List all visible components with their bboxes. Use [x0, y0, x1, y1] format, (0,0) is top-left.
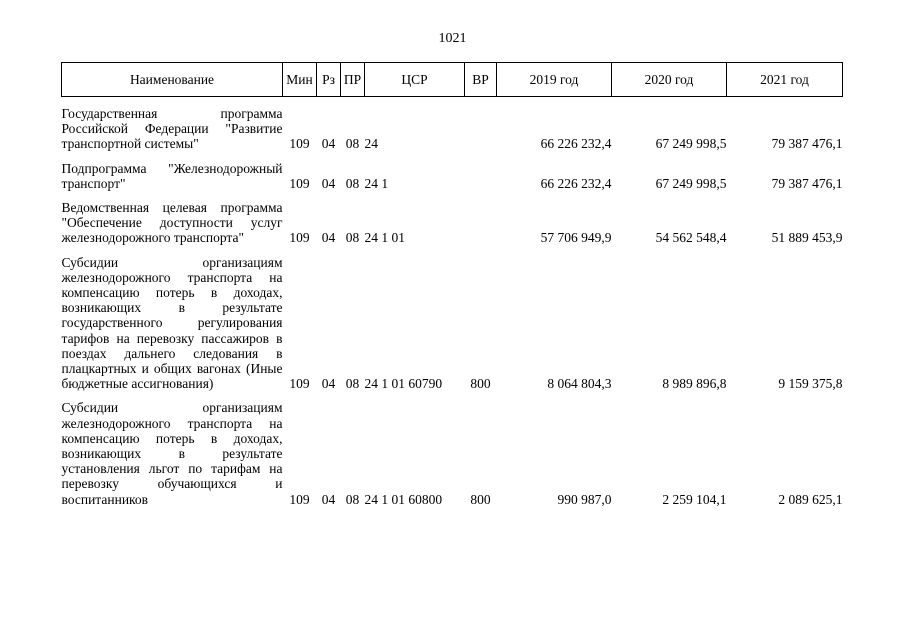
row-2020: 67 249 998,5: [655, 175, 727, 191]
table-row: [62, 200, 843, 246]
row-2019: 57 706 949,9: [540, 230, 612, 246]
row-csr: 24 1 01 60790: [364, 376, 443, 392]
header-2019: 2019 год: [497, 63, 612, 97]
row-pr: 08: [345, 491, 360, 507]
row-2021: 9 159 375,8: [778, 376, 843, 392]
row-vr: [465, 106, 497, 152]
page-number: 1021: [438, 31, 467, 46]
table-row: [62, 400, 843, 506]
row-rz: 04: [321, 376, 336, 392]
row-rz: 04: [321, 175, 336, 191]
row-min: 109: [289, 230, 310, 246]
header-2021: 2021 год: [727, 63, 843, 97]
row-csr: 24: [364, 136, 378, 152]
row-rz: 04: [321, 230, 336, 246]
row-name: Подпрограмма "Железнодорожный транспорт": [61, 160, 283, 191]
header-vr: ВР: [465, 63, 497, 97]
header-pr: ПР: [341, 63, 365, 97]
row-2019: 66 226 232,4: [540, 136, 612, 152]
row-min: 109: [289, 136, 310, 152]
row-min: 109: [289, 175, 310, 191]
row-2019: 66 226 232,4: [540, 175, 612, 191]
row-2019: 8 064 804,3: [547, 376, 612, 392]
row-pr: 08: [345, 230, 360, 246]
row-2020: 2 259 104,1: [662, 491, 727, 507]
table-row: [62, 161, 843, 191]
row-vr: 800: [470, 491, 491, 507]
row-2019: 990 987,0: [557, 491, 612, 507]
row-name: Ведомственная целевая программа "Обеспечение доступности услуг железнодорожного транспорта": [61, 200, 283, 246]
header-rz: Рз: [317, 63, 341, 97]
table-row: [62, 106, 843, 152]
row-vr: [465, 200, 497, 246]
header-min: Мин: [283, 63, 317, 97]
row-2020: 54 562 548,4: [655, 230, 727, 246]
row-csr: 24 1 01: [364, 230, 405, 246]
row-rz: 04: [321, 136, 336, 152]
row-name: Субсидии организациям железнодорожного транспорта на компенсацию потерь в доходах, возникающих в результате установления льгот по тарифам на перевозку обучающихся и воспитанников: [61, 400, 283, 507]
row-2021: 79 387 476,1: [771, 175, 843, 191]
row-pr: 08: [345, 175, 360, 191]
table-row: [62, 255, 843, 392]
header-csr: ЦСР: [365, 63, 465, 97]
row-pr: 08: [345, 136, 360, 152]
row-name: Государственная программа Российской Федерации "Развитие транспортной системы": [61, 106, 283, 152]
row-rz: 04: [321, 491, 336, 507]
row-2021: 51 889 453,9: [771, 230, 843, 246]
budget-table: [61, 62, 843, 507]
row-2021: 79 387 476,1: [771, 136, 843, 152]
row-csr: 24 1: [364, 175, 389, 191]
header-2020: 2020 год: [612, 63, 727, 97]
row-csr: 24 1 01 60800: [364, 491, 443, 507]
row-pr: 08: [345, 376, 360, 392]
row-2021: 2 089 625,1: [778, 491, 843, 507]
row-2020: 8 989 896,8: [662, 376, 727, 392]
table-header: [62, 63, 843, 97]
row-min: 109: [289, 491, 310, 507]
header-name: Наименование: [62, 63, 283, 97]
row-min: 109: [289, 376, 310, 392]
row-vr: 800: [470, 376, 491, 392]
row-name: Субсидии организациям железнодорожного транспорта на компенсацию потерь в доходах, возникающих в результате государственного регулирования тарифов на перевозку пассажиров в поездах дальнего следования в плацкартных и общих вагонах (Иные бюджетные ассигнования): [61, 254, 283, 392]
row-vr: [465, 161, 497, 191]
row-2020: 67 249 998,5: [655, 136, 727, 152]
